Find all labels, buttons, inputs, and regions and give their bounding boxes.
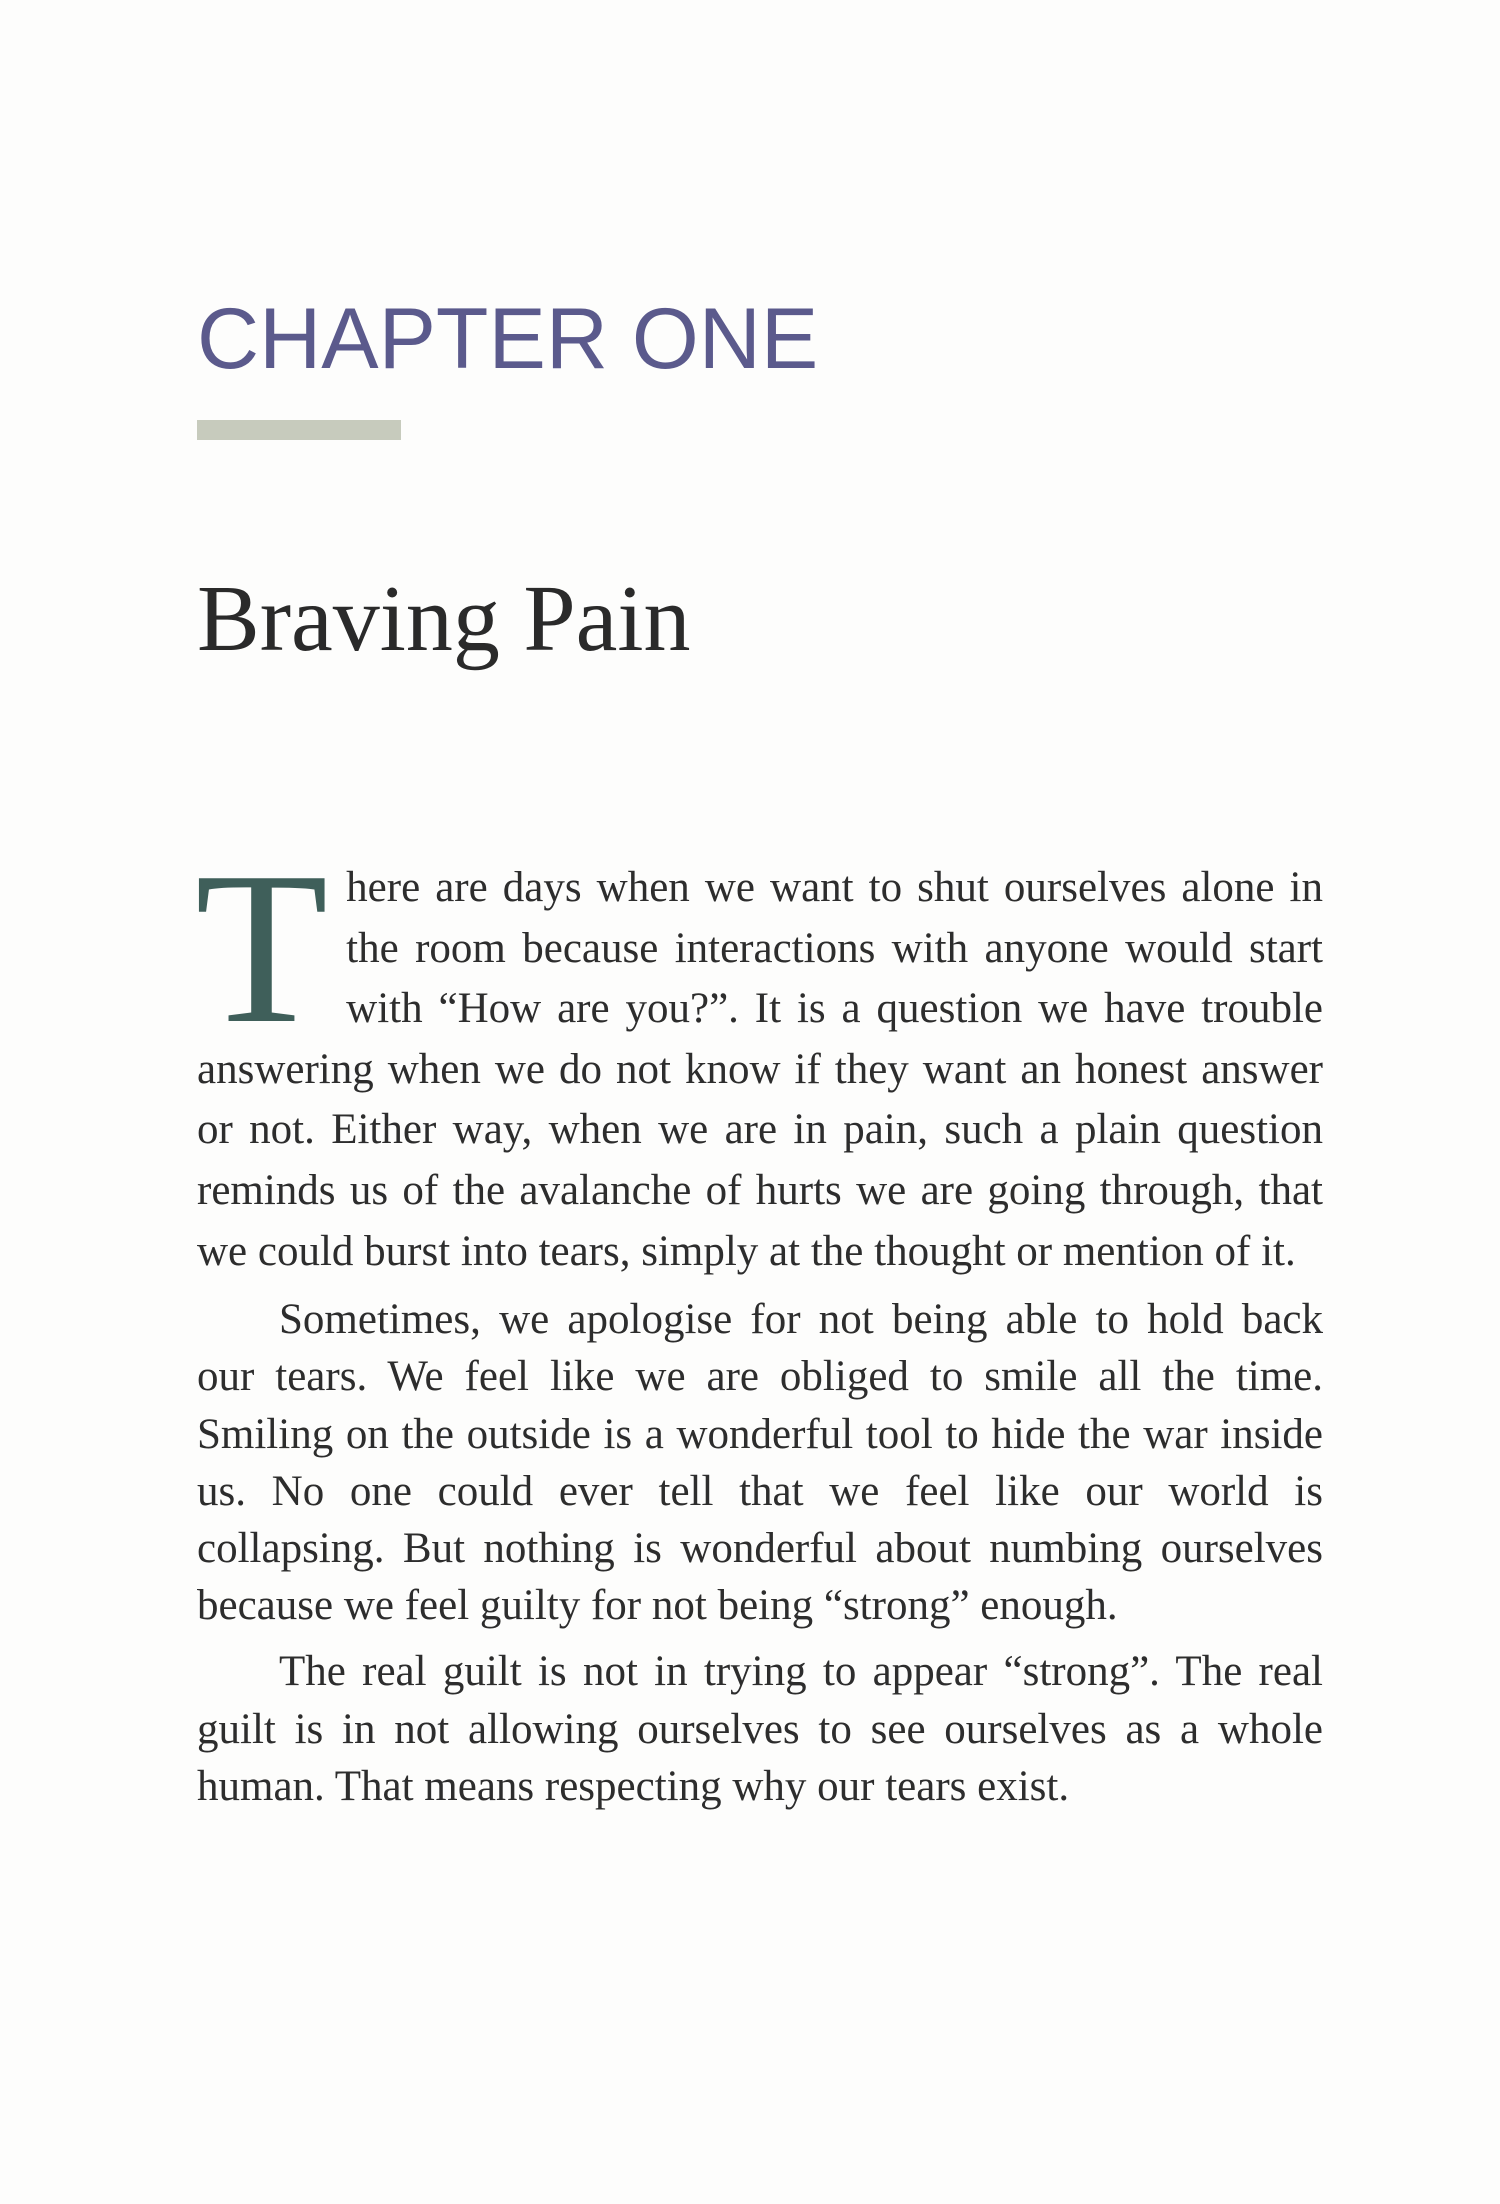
chapter-label: CHAPTER ONE <box>197 291 819 387</box>
paragraph-1-text: here are days when we want to shut ourselves alone in the room because interactions with anyone would start with “How are you?”. It is a question we have trouble answering when we do not know if they want an honest answer or not. Either way, when we are in pain, such a plain question reminds us of the avalanche of hurts we are going through, that we could burst into tears, simply at the thought or mention of it. <box>197 864 1323 1275</box>
chapter-divider-rule <box>197 420 401 440</box>
paragraph-1 <box>195 828 1323 1282</box>
chapter-body <box>195 828 1323 1815</box>
paragraph-2: Sometimes, we apologise for not being able to hold back our tears. We feel like we are obliged to smile all the time. Smiling on the outside is a wonderful tool to hide the war inside us. No one could ever tell that we feel like our world is collapsing. But nothing is wonderful about numbing ourselves because we feel guilty for not being “strong” enough. <box>197 1296 1323 1630</box>
paragraph-3: The real guilt is not in trying to appear “strong”. The real guilt is in not allowing ourselves to see ourselves as a whole human. That means respecting why our tears exist. <box>197 1648 1323 1810</box>
drop-cap: T <box>195 828 329 1069</box>
chapter-title: Braving Pain <box>197 567 691 671</box>
